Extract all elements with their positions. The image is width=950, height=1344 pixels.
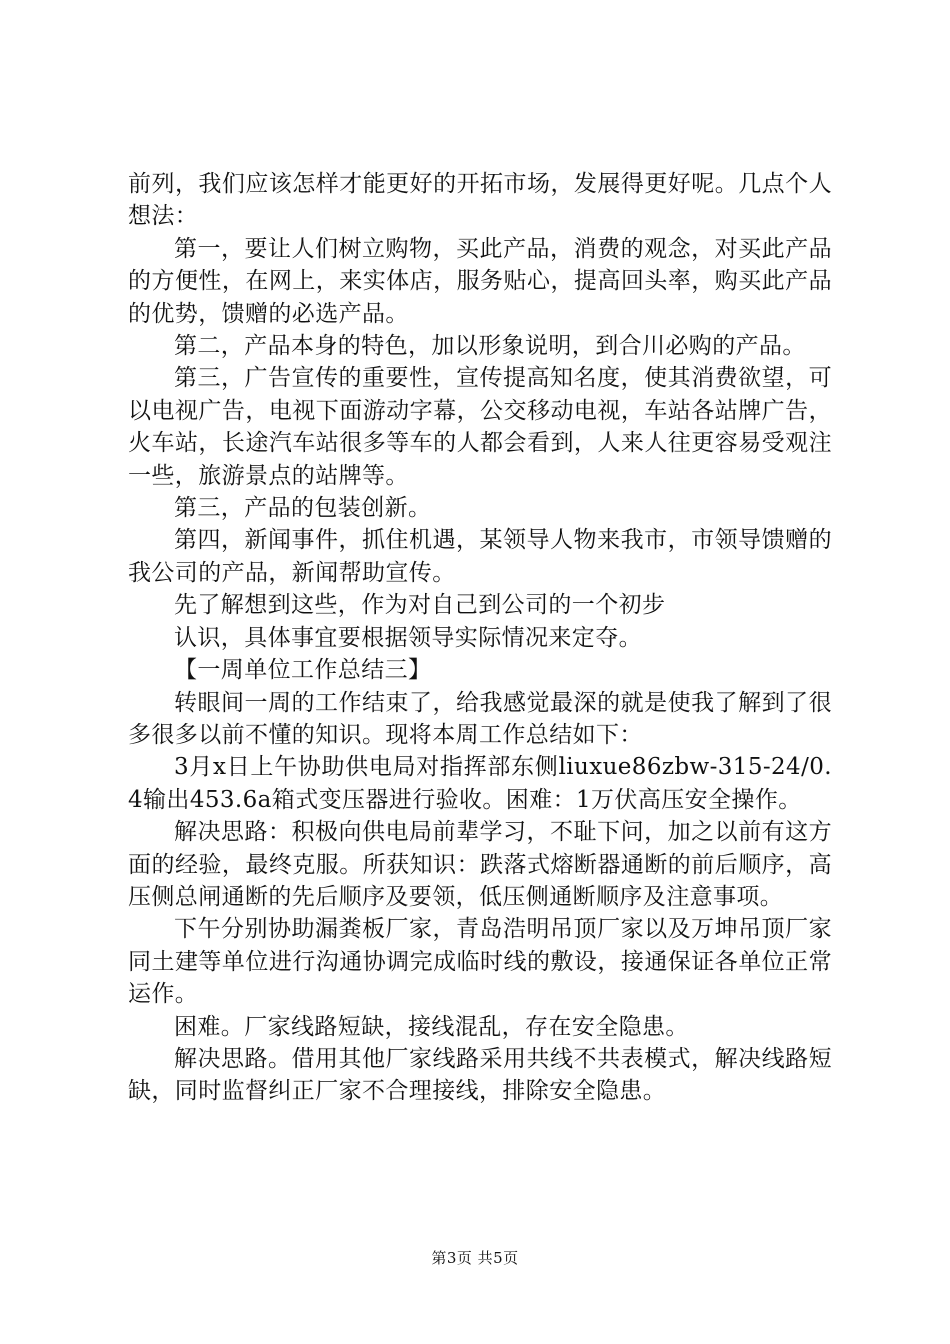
paragraph-8: 认识，具体事宜要根据领导实际情况来定夺。 xyxy=(174,624,642,651)
paragraph-6: 第四，新闻事件，抓住机遇，某领导人物来我市，市领导馈赠的我公司的产品，新闻帮助宣传。 xyxy=(128,527,832,586)
paragraph-12: 解决思路：积极向供电局前辈学习，不耻下问，加之以前有这方面的经验，最终克服。所获知识：跌落式熔断器通断的前后顺序，高压侧总闸通断的先后顺序及要领，低压侧通断顺序及注意事项。 xyxy=(128,819,832,910)
paragraph-1: 前列，我们应该怎样才能更好的开拓市场，发展得更好呢。几点个人想法： xyxy=(128,171,832,230)
paragraph-13: 下午分别协助漏粪板厂家，青岛浩明吊顶厂家以及万坤吊顶厂家同土建等单位进行沟通协调完成临时线的敷设，接通保证各单位正常运作。 xyxy=(128,916,832,1008)
section-heading: 【一周单位工作总结三】 xyxy=(174,657,432,684)
paragraph-7: 先了解想到这些，作为对自己到公司的一个初步 xyxy=(174,592,666,619)
paragraph-14: 困难。厂家线路短缺，接线混乱，存在安全隐患。 xyxy=(174,1013,689,1040)
paragraph-3: 第二，产品本身的特色，加以形象说明，到合川必购的产品。 xyxy=(174,333,806,360)
paragraph-5: 第三，产品的包装创新。 xyxy=(174,495,432,522)
document-body xyxy=(128,168,832,1108)
paragraph-11: 3月x日上午协助供电局对指挥部东侧liuxue86zbw-315-24/0.4输出453.6a箱式变压器进行验收。困难：1万伏高压安全操作。 xyxy=(128,754,832,813)
page-number-footer: 第3页 共5页 xyxy=(431,1249,519,1267)
paragraph-10: 转眼间一周的工作结束了，给我感觉最深的就是使我了解到了很多很多以前不懂的知识。现将本周工作总结如下： xyxy=(128,689,832,748)
paragraph-15: 解决思路。借用其他厂家线路采用共线不共表模式，解决线路短缺，同时监督纠正厂家不合理接线，排除安全隐患。 xyxy=(128,1045,832,1105)
paragraph-4: 第三，广告宣传的重要性，宣传提高知名度，使其消费欲望，可以电视广告，电视下面游动字幕，公交移动电视，车站各站牌广告，火车站，长途汽车站很多等车的人都会看到，人来人往更容易受观注一些，旅游景点的站牌等。 xyxy=(128,365,832,489)
paragraph-2: 第一，要让人们树立购物，买此产品，消费的观念，对买此产品的方便性，在网上，来实体店，服务贴心，提高回头率，购买此产品的优势，馈赠的必选产品。 xyxy=(128,235,832,327)
